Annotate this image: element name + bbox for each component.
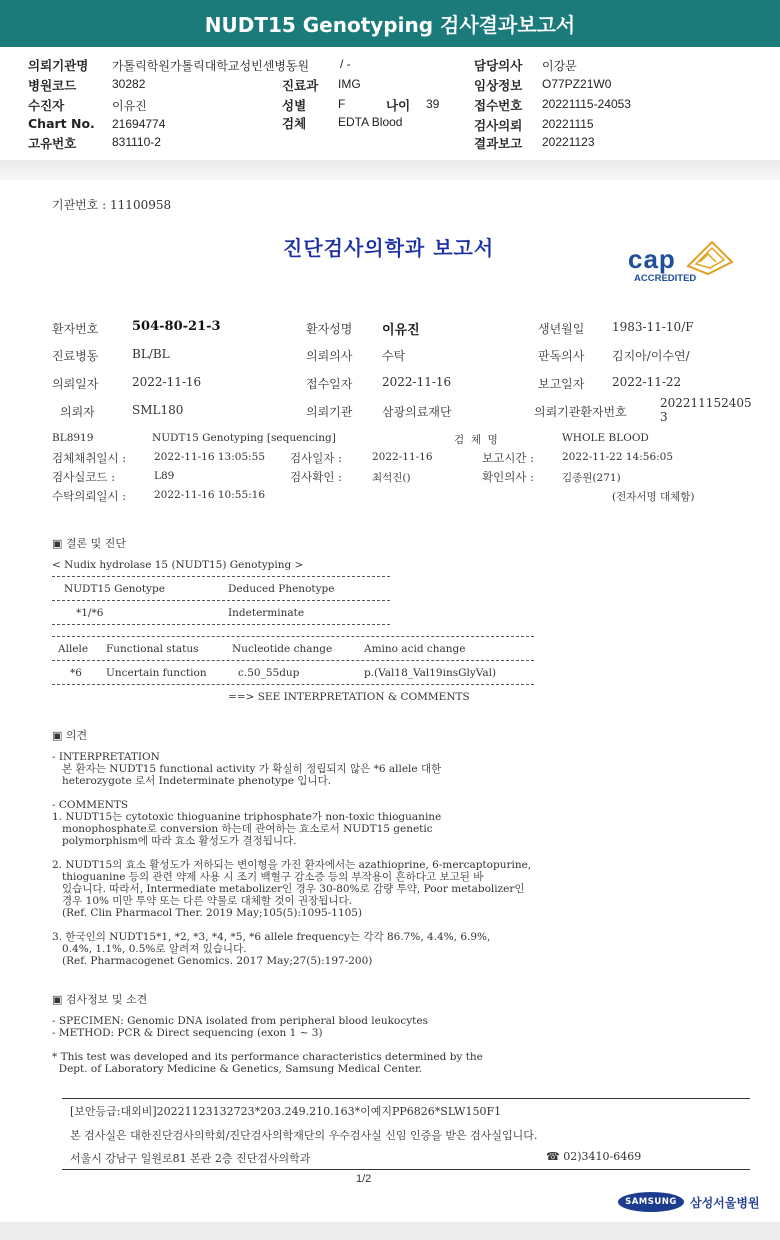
- header-divider-band: [0, 160, 780, 180]
- specimen-label: 검체: [282, 116, 307, 131]
- test-info-line: - SPECIMEN: Genomic DNA isolated from peripheral blood leukocytes: [52, 1015, 428, 1027]
- exam-date-label: 검사일자 :: [290, 451, 342, 465]
- id-value: 831110-2: [112, 135, 161, 149]
- allele-header: Allele: [58, 643, 89, 655]
- ward-value: BL/BL: [132, 347, 170, 361]
- room-value: L89: [154, 470, 175, 482]
- sex-value: F: [338, 97, 346, 111]
- request-label: 검사의뢰: [474, 118, 523, 133]
- physician-value: 이강문: [542, 59, 577, 73]
- receipt-label: 접수번호: [474, 98, 523, 113]
- name-label: 환자성명: [306, 322, 353, 336]
- opinion-line: heterozygote 로서 Indeterminate phenotype 입니다.: [52, 775, 332, 787]
- patient-label: 수진자: [28, 98, 65, 113]
- opinion-line: thioguanine 등의 관련 약제 사용 시 조기 백혈구 감소증 등의 부작용이 흔하다고 보고된 바: [52, 871, 484, 883]
- clinical-label: 임상정보: [474, 78, 523, 93]
- opinion-line: [52, 787, 712, 799]
- ref-inst-label: 의뢰기관: [306, 405, 353, 419]
- rec-date-value: 2022-11-16: [382, 375, 452, 389]
- opinion-line: (Ref. Pharmacogenet Genomics. 2017 May;27(5):197-200): [52, 955, 373, 967]
- hospital-logo-text: 삼성서울병원: [690, 1195, 760, 1210]
- report-date-label: 결과보고: [474, 136, 523, 151]
- ward-label: 진료병동: [52, 349, 99, 363]
- code-label: 병원코드: [28, 78, 77, 93]
- opinion-line: [52, 847, 712, 859]
- opinion-line: 1. NUDT15는 cytotoxic thioguanine triphosphate가 non-toxic thioguanine: [52, 811, 442, 823]
- amino-acid-change-value: p.(Val18_Val19insGlyVal): [364, 667, 497, 679]
- contract-value: 2022-11-16 10:55:16: [154, 489, 266, 501]
- rep-date-value: 2022-11-22: [612, 375, 682, 389]
- req-date-value: 2022-11-16: [132, 375, 202, 389]
- cap-logo-text: cap: [628, 244, 676, 274]
- name-value: 이유진: [382, 323, 420, 338]
- divider: [52, 660, 534, 661]
- test-info-line: Dept. of Laboratory Medicine & Genetics, Samsung Medical Center.: [52, 1063, 423, 1075]
- security-line: [보안등급:대외비]20221123132723*203.249.210.163*이예지PP6826*SLW150F1: [70, 1105, 502, 1118]
- pid-value: 504-80-21-3: [132, 319, 221, 334]
- phone-number: ☎ 02)3410-6469: [546, 1150, 642, 1163]
- chart-value: 21694774: [112, 117, 166, 131]
- divider: [52, 684, 534, 685]
- cap-accredited-logo: [626, 240, 736, 290]
- divider: [52, 576, 390, 577]
- req-date-label: 의뢰일자: [52, 377, 99, 391]
- hospital-slash: / -: [340, 57, 351, 71]
- inst-pid-label: 의뢰기관환자번호: [534, 405, 627, 419]
- collect-value: 2022-11-16 13:05:55: [154, 451, 266, 463]
- report-date-value: 20221123: [542, 135, 595, 149]
- ref-inst-value: 삼광의료재단: [382, 405, 452, 419]
- inst-pid-value-1: 202211152405: [660, 396, 752, 410]
- amino-acid-change-header: Amino acid change: [364, 643, 466, 655]
- opinion-line: 3. 한국인의 NUDT15*1, *2, *3, *4, *5, *6 allele frequency는 각각 86.7%, 4.4%, 6.9%,: [52, 931, 491, 943]
- address-line: 서울시 강남구 일원로81 본관 2층 진단검사의학과: [70, 1152, 311, 1165]
- age-label: 나이: [386, 98, 411, 113]
- rep-date-label: 보고일자: [538, 377, 585, 391]
- read-doc-label: 판독의사: [538, 349, 585, 363]
- report-header: [0, 52, 780, 152]
- test-info-line: [52, 1039, 712, 1051]
- divider: [52, 624, 390, 625]
- pid-label: 환자번호: [52, 322, 99, 336]
- functional-status-header: Functional status: [106, 643, 199, 655]
- patient-value: 이유진: [112, 99, 147, 113]
- contract-label: 수탁의뢰일시 :: [52, 489, 127, 503]
- collect-label: 검체채취일시 :: [52, 451, 127, 465]
- institution-number: 기관번호 : 11100958: [52, 198, 172, 212]
- ref-doc-value: 수탁: [382, 349, 406, 363]
- opinion-line: 0.4%, 1.1%, 0.5%로 알려져 있습니다.: [52, 943, 247, 955]
- opinion-line: 2. NUDT15의 효소 활성도가 저하되는 변이형을 가진 환자에서는 azathioprine, 6-mercaptopurine,: [52, 859, 532, 871]
- test-info-text: [52, 1015, 712, 1075]
- divider: [52, 600, 390, 601]
- dept-label: 진료과: [282, 78, 319, 93]
- rec-date-label: 접수일자: [306, 377, 353, 391]
- inst-pid-value-2: 3: [660, 410, 668, 424]
- samsung-logo-oval: SAMSUNG: [618, 1192, 684, 1212]
- hospital-label: 의뢰기관명: [28, 58, 89, 73]
- report-title: NUDT15 Genotyping 검사결과보고서: [204, 13, 576, 37]
- certification-line: 본 검사실은 대한진단검사의학회/진단검사의학재단의 우수검사실 신임 인증을 받은 검사실입니다.: [70, 1129, 538, 1142]
- opinion-lines: [52, 751, 712, 967]
- room-label: 검사실코드 :: [52, 470, 116, 484]
- specimen-value: EDTA Blood: [338, 115, 403, 129]
- test-info-line: - METHOD: PCR & Direct sequencing (exon 1 ~ 3): [52, 1027, 323, 1039]
- footer-bottom-rule: [62, 1169, 750, 1170]
- test-info-section-heading: ▣ 검사정보 및 소견: [52, 993, 148, 1006]
- opinion-line: - INTERPRETATION: [52, 751, 160, 763]
- opinion-line: (Ref. Clin Pharmacol Ther. 2019 May;105(5):1095-1105): [52, 907, 363, 919]
- requester-label: 의뢰자: [60, 405, 95, 419]
- dept-value: IMG: [338, 77, 361, 91]
- dob-value: 1983-11-10/F: [612, 320, 694, 334]
- phenotype-header: Deduced Phenotype: [228, 583, 335, 595]
- clinical-value: O77PZ21W0: [542, 77, 612, 91]
- opinion-text: [52, 751, 712, 967]
- confirm-value: 최석진(): [372, 472, 411, 484]
- receipt-value: 20221115-24053: [542, 97, 631, 111]
- chart-label: Chart No.: [28, 116, 95, 131]
- verify-label: 확인의사 :: [482, 470, 534, 484]
- report-time-label: 보고시간 :: [482, 451, 534, 465]
- bottom-band: [0, 1222, 780, 1240]
- request-value: 20221115: [542, 117, 594, 131]
- specimen-name-label: 검 체 명: [454, 434, 498, 446]
- page-number: 1/2: [356, 1173, 372, 1185]
- genotype-header: NUDT15 Genotype: [64, 583, 165, 595]
- id-label: 고유번호: [28, 136, 77, 151]
- opinion-line: 있습니다. 따라서, Intermediate metabolizer인 경우 30-80%로 감량 투약, Poor metabolizer인: [52, 883, 525, 895]
- read-doc-value: 김지아/이수연/: [612, 349, 690, 363]
- opinion-line: monophosphate로 conversion 하는데 관여하는 효소로서 NUDT15 genetic: [52, 823, 433, 835]
- hospital-value: 가톨릭학원가톨릭대학교성빈센병동원: [112, 59, 310, 73]
- exam-date-value: 2022-11-16: [372, 451, 433, 463]
- ref-doc-label: 의뢰의사: [306, 349, 353, 363]
- allele-value: *6: [70, 667, 82, 679]
- report-title-bar: [0, 0, 780, 47]
- divider: [52, 636, 534, 637]
- physician-label: 담당의사: [474, 58, 523, 73]
- footer-top-rule: [62, 1098, 750, 1099]
- opinion-line: 경우 10% 미만 투약 또는 다른 약물로 대체할 것이 권장됩니다.: [52, 895, 353, 907]
- opinion-line: polymorphism에 따라 효소 활성도가 결정됩니다.: [52, 835, 297, 847]
- phenotype-value: Indeterminate: [228, 607, 305, 619]
- sex-label: 성별: [282, 98, 307, 113]
- requester-value: SML180: [132, 403, 184, 417]
- opinion-section-heading: ▣ 의견: [52, 729, 88, 742]
- nucleotide-change-value: c.50_55dup: [238, 667, 300, 679]
- lab-report-title: 진단검사의학과 보고서: [283, 236, 495, 260]
- esign-note: (전자서명 대체함): [612, 491, 695, 503]
- verify-value: 김종원(271): [562, 472, 621, 484]
- nucleotide-change-header: Nucleotide change: [232, 643, 333, 655]
- specimen-name-value: WHOLE BLOOD: [562, 432, 649, 444]
- test-info-lines: [52, 1015, 712, 1075]
- opinion-line: - COMMENTS: [52, 799, 129, 811]
- result-section-heading: ▣ 결론 및 진단: [52, 537, 127, 550]
- test-code: BL8919: [52, 432, 94, 444]
- dob-label: 생년월일: [538, 322, 585, 336]
- see-interpretation-note: ==> SEE INTERPRETATION & COMMENTS: [228, 691, 470, 703]
- result-heading: < Nudix hydrolase 15 (NUDT15) Genotyping >: [52, 559, 304, 571]
- opinion-line: [52, 919, 712, 931]
- test-name: NUDT15 Genotyping [sequencing]: [152, 432, 336, 444]
- age-value: 39: [426, 97, 440, 111]
- confirm-label: 검사확인 :: [290, 470, 342, 484]
- opinion-line: 본 환자는 NUDT15 functional activity 가 확실히 정립되지 않은 *6 allele 대한: [52, 763, 442, 775]
- test-info-line: * This test was developed and its performance characteristics determined by the: [52, 1051, 483, 1063]
- cap-accredited-text: ACCREDITED: [634, 273, 697, 284]
- samsung-hospital-logo: [618, 1192, 760, 1212]
- code-value: 30282: [112, 77, 146, 91]
- functional-status-value: Uncertain function: [106, 667, 207, 679]
- report-time-value: 2022-11-22 14:56:05: [562, 451, 674, 463]
- genotype-value: *1/*6: [76, 607, 104, 619]
